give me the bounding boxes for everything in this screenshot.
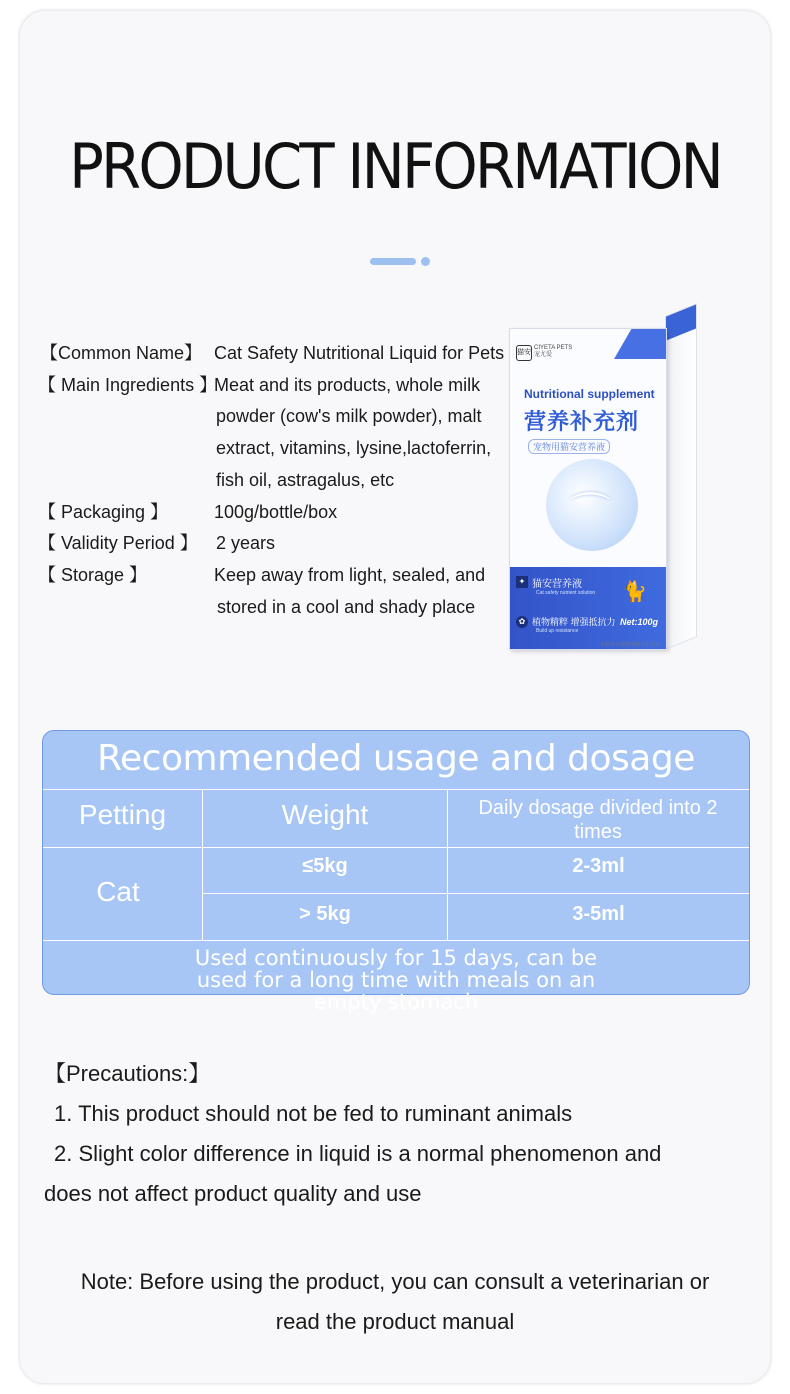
pet-type-cell: Cat <box>96 876 140 907</box>
nose-icon: ⌒ <box>570 491 610 535</box>
page-title: PRODUCT INFORMATION <box>69 130 721 203</box>
precautions-section <box>44 1054 744 1214</box>
info-label: 【 Validity Period 】 <box>38 533 198 554</box>
info-label: 【Common Name】 <box>40 343 203 363</box>
veterinarian-note <box>40 1262 750 1342</box>
precaution-item: does not affect product quality and use <box>44 1181 422 1206</box>
col-header-petting: Petting <box>78 799 167 830</box>
box-footer-text: 本品符合宠物饲料卫生规定 <box>599 642 660 648</box>
info-value: extract, vitamins, lysine,lactoferrin, <box>216 438 492 459</box>
title-underline-dot <box>421 257 430 266</box>
note-line: Note: Before using the product, you can consult a veterinarian or <box>80 1269 710 1294</box>
box-feature-band: ✦ 猫安营养液 Cat safety nutrient solution ✿ 植物精粹 增强抵抗力 Build up resistance 🐈 Net:100g <box>510 567 666 649</box>
cat-badge-icon: ✦ <box>516 576 528 588</box>
info-value: 100g/bottle/box <box>214 501 338 522</box>
col-header-weight: Weight <box>281 799 369 830</box>
dosage-heading: Recommended usage and dosage <box>97 738 695 779</box>
weight-cell: ≤5kg <box>302 855 348 877</box>
dosage-footnote: Used continuously for 15 days, can be used for a long time with meals on an empty stomach <box>194 946 598 1014</box>
info-label: 【 Main Ingredients 】 <box>38 374 218 395</box>
box-side-panel <box>665 303 697 650</box>
col-header-daily-dosage: Daily dosage divided into 2 times <box>478 797 718 843</box>
leaf-badge-icon: ✿ <box>516 616 528 628</box>
box-subtitle: 宠物用猫安营养液 <box>528 439 610 454</box>
precautions-heading: 【Precautions:】 <box>44 1061 211 1086</box>
info-value: 2 years <box>216 533 276 554</box>
info-value: fish oil, astragalus, etc <box>216 469 395 490</box>
info-label: 【 Packaging 】 <box>38 501 169 522</box>
dose-cell: 2-3ml <box>572 855 625 877</box>
precaution-item: 2. Slight color difference in liquid is a normal phenomenon and <box>54 1141 662 1166</box>
info-value: stored in a cool and shady place <box>217 596 476 617</box>
brand-logo: 猫安 <box>516 345 532 361</box>
box-front-panel <box>509 328 667 650</box>
box-english-name: Nutritional supplement <box>524 387 655 401</box>
dose-cell: 3-5ml <box>572 903 625 925</box>
dosage-table <box>42 730 750 1014</box>
note-line: read the product manual <box>275 1309 515 1334</box>
info-value: powder (cow's milk powder), malt <box>216 406 482 427</box>
product-box-image <box>509 316 695 652</box>
info-label: 【 Storage 】 <box>38 564 148 585</box>
title-underline-bar <box>370 258 416 265</box>
weight-cell: > 5kg <box>299 903 351 925</box>
net-weight: Net:100g <box>620 617 659 627</box>
brand-name: CIYETA PETS 宠尤爱 <box>534 345 573 358</box>
info-value: Cat Safety Nutritional Liquid for Pets <box>214 343 505 363</box>
box-chinese-name: 营养补充剂 <box>524 410 640 435</box>
info-value: Meat and its products, whole milk <box>214 374 481 395</box>
cat-silhouette-icon: 🐈 <box>622 581 647 603</box>
precaution-item: 1. This product should not be fed to ruminant animals <box>54 1101 573 1126</box>
info-value: Keep away from light, sealed, and <box>214 564 486 585</box>
